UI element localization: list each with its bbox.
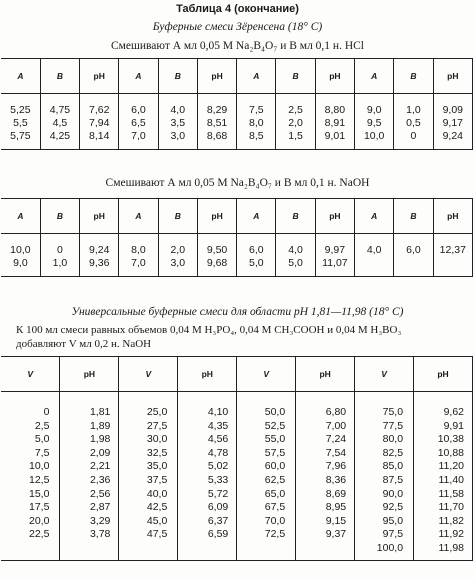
table1-header-4: B bbox=[158, 59, 197, 94]
table2-header-5: pH bbox=[197, 199, 236, 234]
table3-cell: 5,0 bbox=[34, 433, 50, 446]
table3-cell: 4,78 bbox=[207, 446, 229, 459]
table3-cell: 2,09 bbox=[89, 446, 111, 459]
table1-header-9: A bbox=[355, 59, 394, 94]
table2-cell: 6,0 bbox=[406, 244, 421, 256]
table3-cell: 9,37 bbox=[325, 528, 347, 541]
table3-cell: 40,0 bbox=[146, 487, 168, 500]
table1-cell: 8,14 bbox=[88, 130, 110, 142]
table2-header-3: A bbox=[119, 199, 158, 234]
table1-header-6: A bbox=[237, 59, 276, 94]
table2-cell: 9,0 bbox=[13, 257, 28, 269]
table2-column-0 bbox=[1, 234, 40, 277]
table1-header-1: B bbox=[40, 59, 79, 94]
table2-column-4 bbox=[158, 234, 197, 277]
table2-column-10 bbox=[394, 234, 433, 277]
table2-cell: 11,07 bbox=[322, 257, 348, 269]
table1-cell: 1,5 bbox=[288, 130, 303, 142]
table3-cell: 32,5 bbox=[146, 446, 168, 459]
table3-cell: 95,0 bbox=[382, 514, 404, 527]
table3-cell: 72,5 bbox=[264, 528, 286, 541]
table2-column-6 bbox=[237, 234, 276, 277]
table1-cell: 4,75 bbox=[49, 104, 71, 116]
table3-cell: 7,5 bbox=[34, 446, 50, 459]
table2-header-6: A bbox=[237, 199, 276, 234]
table2-column-2 bbox=[80, 234, 119, 277]
table1-cell: 7,62 bbox=[88, 104, 110, 116]
table2-column-11 bbox=[433, 234, 472, 277]
table2-cell: 9,97 bbox=[324, 244, 346, 256]
table3-cell: 7,00 bbox=[325, 419, 347, 432]
table3-cell: 87,5 bbox=[382, 473, 404, 486]
table3-cell: 20,0 bbox=[29, 514, 50, 527]
table3-subtitle: Универсальные буферные смеси для области рН 1,81—11,98 (18° С) bbox=[71, 306, 404, 318]
table3-cell: 2,56 bbox=[89, 487, 111, 500]
table3-column-3 bbox=[178, 392, 237, 561]
table2-cell: 3,0 bbox=[170, 257, 186, 269]
table1-cell: 8,51 bbox=[206, 117, 228, 129]
table3-cell: 77,5 bbox=[382, 419, 404, 432]
table1-cell: 0 bbox=[410, 130, 417, 142]
table1-cell: 8,80 bbox=[324, 104, 346, 116]
table3-cell: 3,78 bbox=[89, 528, 111, 541]
table3-cell: 11,98 bbox=[438, 541, 464, 554]
table1-cell: 9,09 bbox=[442, 104, 464, 116]
table2-naoh bbox=[1, 198, 473, 277]
table2-header-2: pH bbox=[80, 199, 119, 234]
table3-cell: 62,5 bbox=[264, 473, 286, 486]
table3-cell: 3,29 bbox=[89, 514, 111, 527]
table3-cell: 0 bbox=[43, 406, 50, 418]
table3-cell: 4,56 bbox=[207, 433, 229, 446]
table3-cell: 80,0 bbox=[382, 433, 404, 446]
table1-cell: 8,5 bbox=[249, 130, 264, 142]
table3-header-6: V bbox=[355, 357, 414, 392]
table3-header-0: V bbox=[1, 357, 60, 392]
table1-cell: 7,0 bbox=[131, 130, 146, 142]
table3-cell: 22,5 bbox=[29, 528, 50, 541]
table-title: Таблица 4 (окончание) bbox=[176, 3, 299, 15]
table2-cell: 1,0 bbox=[52, 257, 68, 269]
table1-cell: 8,68 bbox=[206, 130, 228, 142]
table2-header-7: B bbox=[276, 199, 315, 234]
table1-cell: 9,0 bbox=[366, 104, 382, 116]
table1-column-2 bbox=[80, 94, 119, 150]
table3-cell: 4,10 bbox=[207, 406, 229, 418]
table3-cell: 6,80 bbox=[325, 406, 347, 418]
table2-cell: 7,0 bbox=[131, 257, 146, 269]
table3-cell: 52,5 bbox=[264, 419, 286, 432]
table1-header-7: B bbox=[276, 59, 315, 94]
table1-cell: 9,24 bbox=[442, 130, 464, 142]
table1-cell: 2,0 bbox=[288, 117, 303, 129]
table3-cell: 65,0 bbox=[264, 487, 286, 500]
table3-header-1: pH bbox=[60, 357, 119, 392]
table2-cell: 6,0 bbox=[249, 244, 264, 256]
table3-cell: 100,0 bbox=[376, 541, 404, 554]
table2-header-0: A bbox=[1, 199, 40, 234]
table3-cell: 11,92 bbox=[438, 528, 464, 541]
table1-header-11: pH bbox=[433, 59, 472, 94]
table3-cell: 60,0 bbox=[264, 460, 286, 473]
table1-header-10: B bbox=[394, 59, 433, 94]
table3-cell: 45,0 bbox=[146, 514, 168, 527]
table3-cell: 82,5 bbox=[382, 446, 404, 459]
table3-cell: 12,5 bbox=[29, 473, 50, 486]
table1-column-0 bbox=[1, 94, 40, 150]
table3-cell: 6,37 bbox=[207, 514, 229, 527]
table3-cell: 11,58 bbox=[438, 487, 464, 500]
table3-header-3: pH bbox=[178, 357, 237, 392]
table2-cell: 10,0 bbox=[10, 244, 31, 256]
table2-column-7 bbox=[276, 234, 315, 277]
table2-column-5 bbox=[197, 234, 236, 277]
table1-cell: 3,0 bbox=[170, 130, 186, 142]
table3-cell: 50,0 bbox=[264, 406, 286, 418]
table3-cell: 6,59 bbox=[207, 528, 229, 541]
table3-cell: 90,0 bbox=[382, 487, 404, 500]
table1-column-5 bbox=[197, 94, 236, 150]
table1-cell: 6,5 bbox=[131, 117, 146, 129]
table2-cell: 2,0 bbox=[170, 244, 186, 256]
table3-column-6 bbox=[355, 392, 414, 561]
table1-cell: 5,25 bbox=[10, 104, 31, 116]
table3-header-5: pH bbox=[296, 357, 355, 392]
table1-column-7 bbox=[276, 94, 315, 150]
table1-column-3 bbox=[119, 94, 158, 150]
table2-cell: 9,36 bbox=[88, 257, 110, 269]
table3-cell: 11,70 bbox=[438, 501, 464, 514]
table3-cell: 2,87 bbox=[89, 501, 111, 514]
table3-cell: 17,5 bbox=[29, 501, 50, 514]
table1-cell: 9,17 bbox=[442, 117, 464, 129]
table2-column-1 bbox=[40, 234, 79, 277]
table2-column-3 bbox=[119, 234, 158, 277]
table2-cell: 9,24 bbox=[88, 244, 110, 256]
table2-header-8: pH bbox=[315, 199, 354, 234]
table3-cell: 15,0 bbox=[29, 487, 50, 500]
table1-cell: 9,01 bbox=[324, 130, 346, 142]
table1-cell: 4,5 bbox=[52, 117, 68, 129]
table2-header-9: A bbox=[355, 199, 394, 234]
table3-cell: 9,15 bbox=[325, 514, 347, 527]
table1-cell: 10,0 bbox=[363, 130, 385, 142]
table1-cell: 7,94 bbox=[88, 117, 110, 129]
table3-cell: 9,62 bbox=[443, 406, 464, 418]
table1-cell: 8,91 bbox=[324, 117, 346, 129]
table3-cell: 5,33 bbox=[207, 473, 229, 486]
table1-cell: 4,25 bbox=[49, 130, 71, 142]
table2-header-11: pH bbox=[433, 199, 472, 234]
table3-cell: 67,5 bbox=[264, 501, 286, 514]
table2-cell: 4,0 bbox=[366, 244, 382, 256]
table3-cell: 1,98 bbox=[89, 433, 111, 446]
table3-cell: 6,09 bbox=[207, 501, 229, 514]
table3-cell: 5,72 bbox=[207, 487, 229, 500]
table1-column-9 bbox=[355, 94, 394, 150]
table3-header-7: pH bbox=[414, 357, 473, 392]
table3-cell: 8,95 bbox=[325, 501, 347, 514]
table2-cell: 9,50 bbox=[206, 244, 228, 256]
table2-column-9 bbox=[355, 234, 394, 277]
table3-header-4: V bbox=[237, 357, 296, 392]
table1-cell: 5,75 bbox=[10, 130, 31, 142]
table1-cell: 8,29 bbox=[206, 104, 228, 116]
table3-cell: 37,5 bbox=[146, 473, 168, 486]
table1-cell: 3,5 bbox=[170, 117, 186, 129]
table3-column-0 bbox=[1, 392, 60, 561]
table2-header-10: B bbox=[394, 199, 433, 234]
table1-cell: 9,5 bbox=[366, 117, 382, 129]
table3-cell: 42,5 bbox=[146, 501, 168, 514]
table3-cell: 27,5 bbox=[146, 419, 168, 432]
table3-cell: 75,0 bbox=[382, 406, 404, 418]
table1-cell: 4,0 bbox=[170, 104, 186, 116]
table1-column-8 bbox=[315, 94, 354, 150]
table1-column-10 bbox=[394, 94, 433, 150]
table3-cell: 25,0 bbox=[146, 406, 168, 418]
table3-cell: 35,0 bbox=[146, 460, 168, 473]
table1-header-0: A bbox=[1, 59, 40, 94]
table2-header-1: B bbox=[40, 199, 79, 234]
table3-cell: 2,36 bbox=[89, 473, 111, 486]
table3-cell: 2,21 bbox=[89, 460, 111, 473]
table3-cell: 7,96 bbox=[325, 460, 347, 473]
table3-cell: 2,5 bbox=[34, 419, 50, 432]
table1-column-11 bbox=[433, 94, 472, 150]
table1-column-6 bbox=[237, 94, 276, 150]
table3-cell: 47,5 bbox=[146, 528, 168, 541]
table2-cell: 9,68 bbox=[206, 257, 228, 269]
table3-cell: 10,88 bbox=[437, 446, 464, 459]
table1-cell: 1,0 bbox=[406, 104, 421, 116]
table1-cell: 8,0 bbox=[249, 117, 264, 129]
table2-cell: 5,0 bbox=[249, 257, 264, 269]
table3-column-4 bbox=[237, 392, 296, 561]
table3-cell: 1,89 bbox=[89, 419, 111, 432]
table3-cell: 92,5 bbox=[382, 501, 404, 514]
table1-caption: Смешивают А мл 0,05 М Na₂B₄O₇ и В мл 0,1 н. HCl bbox=[110, 40, 365, 52]
table1-hcl bbox=[1, 58, 473, 150]
table3-universal bbox=[1, 356, 473, 561]
table1-column-1 bbox=[40, 94, 79, 150]
table3-cell: 97,5 bbox=[382, 528, 404, 541]
table2-cell: 12,37 bbox=[439, 244, 466, 256]
table3-cell: 30,0 bbox=[146, 433, 168, 446]
table1-header-5: pH bbox=[197, 59, 236, 94]
table3-cell: 11,82 bbox=[438, 514, 464, 527]
table1-cell: 5,5 bbox=[13, 117, 28, 129]
table3-caption-line2: добавляют V мл 0,2 н. NaOH bbox=[16, 338, 152, 350]
table2-header-4: B bbox=[158, 199, 197, 234]
section-subtitle-sorensen: Буферные смеси Зёренсена (18° С) bbox=[152, 21, 323, 33]
table3-cell: 7,24 bbox=[325, 433, 347, 446]
table3-cell: 55,0 bbox=[264, 433, 286, 446]
table3-header-2: V bbox=[119, 357, 178, 392]
table3-cell: 85,0 bbox=[382, 460, 404, 473]
table3-cell: 7,54 bbox=[325, 446, 347, 459]
table2-cell: 4,0 bbox=[288, 244, 303, 256]
table3-cell: 8,69 bbox=[325, 487, 347, 500]
table1-cell: 7,5 bbox=[249, 104, 264, 116]
table3-cell: 9,91 bbox=[443, 419, 464, 432]
table3-column-5 bbox=[296, 392, 355, 561]
table2-cell: 0 bbox=[57, 244, 63, 256]
table1-column-4 bbox=[158, 94, 197, 150]
table3-cell: 10,0 bbox=[29, 460, 50, 473]
table3-column-7 bbox=[414, 392, 473, 561]
table3-cell: 57,5 bbox=[264, 446, 286, 459]
table2-column-8 bbox=[315, 234, 354, 277]
table3-cell: 11,20 bbox=[438, 460, 464, 473]
table1-cell: 2,5 bbox=[288, 104, 303, 116]
table1-header-8: pH bbox=[315, 59, 354, 94]
table3-column-1 bbox=[60, 392, 119, 561]
table3-cell: 8,36 bbox=[325, 473, 347, 486]
table2-caption: Смешивают А мл 0,05 М Na₂B₄O₇ и В мл 0,1 н. NaOH bbox=[105, 177, 370, 189]
table3-cell: 10,38 bbox=[437, 433, 464, 446]
table3-column-2 bbox=[119, 392, 178, 561]
table3-cell: 5,02 bbox=[207, 460, 229, 473]
table2-cell: 5,0 bbox=[288, 257, 303, 269]
table2-cell: 8,0 bbox=[131, 244, 146, 256]
table1-header-2: pH bbox=[80, 59, 119, 94]
table3-cell: 1,81 bbox=[89, 406, 111, 418]
table3-cell: 70,0 bbox=[264, 514, 286, 527]
table3-caption-line1: К 100 мл смеси равных объемов 0,04 М H₃PO₄, 0,04 М CH₃COOH и 0,04 М H₃BO₃ bbox=[16, 324, 402, 336]
table3-cell: 4,35 bbox=[207, 419, 229, 432]
table1-header-3: A bbox=[119, 59, 158, 94]
table1-cell: 6,0 bbox=[131, 104, 146, 116]
table1-cell: 0,5 bbox=[406, 117, 421, 129]
table3-cell: 11,40 bbox=[438, 473, 464, 486]
